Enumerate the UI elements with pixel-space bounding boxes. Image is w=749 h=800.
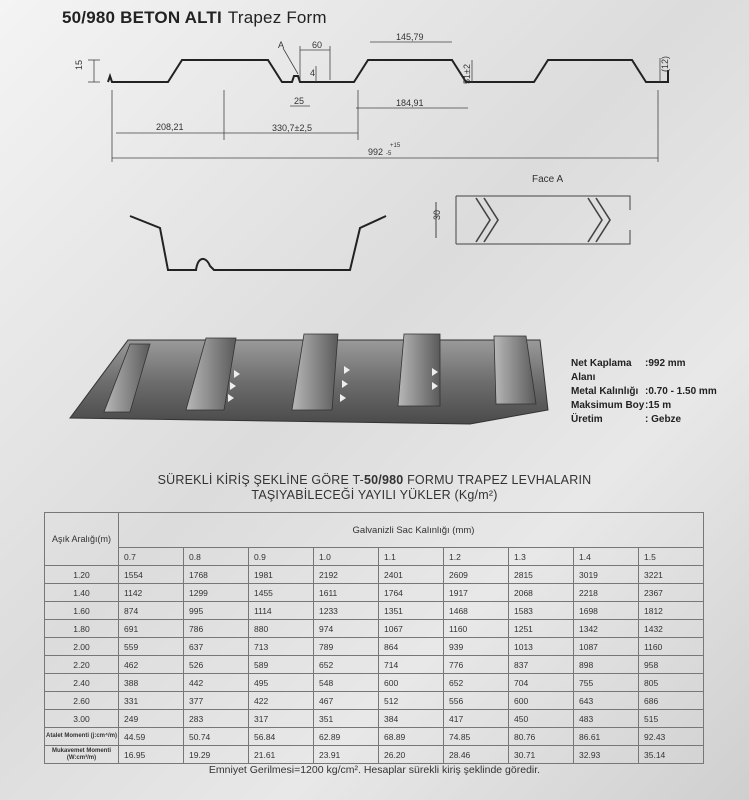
load-cell: 1299 (184, 584, 249, 602)
load-cell: 422 (249, 692, 314, 710)
table-row (45, 674, 704, 692)
dim-12: (12) (660, 55, 670, 72)
load-cell: 1114 (249, 602, 314, 620)
table-row (45, 602, 704, 620)
dim-992-tol-minus: -5 (386, 151, 392, 157)
load-cell: 898 (574, 656, 639, 674)
load-cell: 2609 (444, 566, 509, 584)
load-cell: 1468 (444, 602, 509, 620)
inertia-cell: 62.89 (314, 728, 379, 746)
load-cell: 384 (379, 710, 444, 728)
inertia-cell: 50.74 (184, 728, 249, 746)
thickness-header: 1.2 (444, 548, 509, 566)
load-cell: 512 (379, 692, 444, 710)
load-cell: 995 (184, 602, 249, 620)
load-cell: 704 (509, 674, 574, 692)
load-cell: 643 (574, 692, 639, 710)
span-cell: 2.20 (45, 656, 119, 674)
span-header: Aşık Aralığı(m) (45, 513, 119, 566)
load-cell: 600 (379, 674, 444, 692)
footer-note: Emniyet Gerilmesi=1200 kg/cm². Hesaplar sürekli kiriş şeklinde göredir. (208, 764, 541, 776)
table-row (45, 656, 704, 674)
profile-cross-section (108, 60, 668, 82)
load-cell: 755 (574, 674, 639, 692)
load-cell: 1013 (509, 638, 574, 656)
load-cell: 776 (444, 656, 509, 674)
load-cell: 974 (314, 620, 379, 638)
section-cell: 30.71 (509, 746, 574, 764)
load-cell: 377 (184, 692, 249, 710)
table-row (45, 620, 704, 638)
load-cell: 548 (314, 674, 379, 692)
load-cell: 600 (509, 692, 574, 710)
load-cell: 652 (444, 674, 509, 692)
dim-60: 60 (312, 40, 323, 50)
span-cell: 1.40 (45, 584, 119, 602)
load-cell: 515 (639, 710, 704, 728)
section-cell: 32.93 (574, 746, 639, 764)
spec-row: Maksimum Boy :15 m (571, 400, 672, 411)
inertia-cell: 92.43 (639, 728, 704, 746)
load-cell: 1160 (639, 638, 704, 656)
load-cell: 331 (119, 692, 184, 710)
thickness-header: 1.5 (639, 548, 704, 566)
thickness-header: 0.8 (184, 548, 249, 566)
load-cell: 1142 (119, 584, 184, 602)
load-cell: 450 (509, 710, 574, 728)
load-cell: 467 (314, 692, 379, 710)
dim-184-91: 184,91 (396, 98, 424, 108)
inertia-cell: 80.76 (509, 728, 574, 746)
thickness-header: 1.0 (314, 548, 379, 566)
dim-330-7: 330,7±2,5 (272, 123, 312, 133)
load-cell: 637 (184, 638, 249, 656)
section-cell: 35.14 (639, 746, 704, 764)
load-cell: 2815 (509, 566, 574, 584)
load-cell: 2068 (509, 584, 574, 602)
load-cell: 495 (249, 674, 314, 692)
thickness-group-header: Galvanizli Sac Kalınlığı (mm) (119, 513, 704, 548)
load-cell: 874 (119, 602, 184, 620)
section-cell: 21.61 (249, 746, 314, 764)
load-cell: 589 (249, 656, 314, 674)
load-cell: 2367 (639, 584, 704, 602)
dim-51: 51±2 (462, 64, 472, 84)
load-cell: 2401 (379, 566, 444, 584)
section-cell: 23.91 (314, 746, 379, 764)
load-cell: 2192 (314, 566, 379, 584)
table-row (45, 710, 704, 728)
load-cell: 462 (119, 656, 184, 674)
dim-992-tol-plus: +15 (390, 143, 401, 149)
product-type: Trapez Form (227, 8, 327, 27)
inertia-cell: 44.59 (119, 728, 184, 746)
load-cell: 249 (119, 710, 184, 728)
load-cell: 789 (314, 638, 379, 656)
load-cell: 1351 (379, 602, 444, 620)
dim-25: 25 (294, 96, 305, 106)
spec-list (571, 357, 717, 427)
inertia-cell: 86.61 (574, 728, 639, 746)
load-cell: 652 (314, 656, 379, 674)
thickness-header-row (45, 548, 704, 566)
table-title-line1: SÜREKLİ KİRİŞ ŞEKLİNE GÖRE T-50/980 FORMU TRAPEZ LEVHALARIN (157, 473, 592, 487)
thickness-header: 1.3 (509, 548, 574, 566)
load-cell: 1455 (249, 584, 314, 602)
table-row (45, 566, 704, 584)
load-cell: 2218 (574, 584, 639, 602)
span-cell: 3.00 (45, 710, 119, 728)
load-cell: 837 (509, 656, 574, 674)
section-cell: 19.29 (184, 746, 249, 764)
thickness-header: 1.4 (574, 548, 639, 566)
table-row (45, 584, 704, 602)
load-cell: 1583 (509, 602, 574, 620)
dim-a: A (278, 40, 285, 50)
load-cell: 958 (639, 656, 704, 674)
load-cell: 1554 (119, 566, 184, 584)
section-label: Mukavemet Momenti (W:cm³/m) (45, 746, 119, 764)
load-cell: 1611 (314, 584, 379, 602)
thickness-header: 0.7 (119, 548, 184, 566)
section-cell: 26.20 (379, 746, 444, 764)
table-row (45, 638, 704, 656)
spec-row: Metal Kalınlığı :0.70 - 1.50 mm (571, 386, 717, 397)
dim-208-21: 208,21 (156, 122, 184, 132)
load-cell: 483 (574, 710, 639, 728)
span-cell: 1.80 (45, 620, 119, 638)
span-cell: 2.40 (45, 674, 119, 692)
load-cell: 556 (444, 692, 509, 710)
load-cell: 1698 (574, 602, 639, 620)
load-cell: 442 (184, 674, 249, 692)
table-row-section (45, 746, 704, 764)
load-cell: 3019 (574, 566, 639, 584)
inertia-cell: 74.85 (444, 728, 509, 746)
load-cell: 388 (119, 674, 184, 692)
load-cell: 686 (639, 692, 704, 710)
load-table (44, 512, 704, 764)
table-row (45, 692, 704, 710)
table-row-inertia (45, 728, 704, 746)
inertia-label: Atalet Momenti (j:cm⁴/m) (45, 728, 119, 746)
load-cell: 1917 (444, 584, 509, 602)
inertia-cell: 56.84 (249, 728, 314, 746)
spec-row: Net Kaplama Alanı :992 mm (571, 358, 686, 383)
load-cell: 3221 (639, 566, 704, 584)
load-cell: 1160 (444, 620, 509, 638)
load-cell: 713 (249, 638, 314, 656)
inertia-cell: 68.89 (379, 728, 444, 746)
dim-992: 992 (368, 147, 384, 157)
dim-4: 4 (310, 68, 316, 78)
load-cell: 559 (119, 638, 184, 656)
thickness-header: 1.1 (379, 548, 444, 566)
table-title-line2: TAŞIYABİLECEĞİ YAYILI YÜKLER (Kg/m²) (251, 488, 498, 502)
load-cell: 1233 (314, 602, 379, 620)
load-cell: 805 (639, 674, 704, 692)
sheet-3d-illustration (70, 334, 548, 424)
load-cell: 1764 (379, 584, 444, 602)
load-cell: 1087 (574, 638, 639, 656)
load-cell: 939 (444, 638, 509, 656)
load-cell: 1067 (379, 620, 444, 638)
load-cell: 1768 (184, 566, 249, 584)
product-model: 50/980 BETON ALTI (62, 8, 222, 27)
load-cell: 526 (184, 656, 249, 674)
load-cell: 351 (314, 710, 379, 728)
span-cell: 1.20 (45, 566, 119, 584)
dim-15: 15 (74, 59, 84, 70)
load-cell: 864 (379, 638, 444, 656)
dim-145-79: 145,79 (396, 32, 424, 42)
load-cell: 691 (119, 620, 184, 638)
load-cell: 1251 (509, 620, 574, 638)
thickness-header: 0.9 (249, 548, 314, 566)
face-a-view (436, 196, 630, 244)
load-cell: 317 (249, 710, 314, 728)
rib-detail (130, 216, 386, 270)
load-cell: 1432 (639, 620, 704, 638)
span-cell: 1.60 (45, 602, 119, 620)
load-cell: 283 (184, 710, 249, 728)
span-cell: 2.60 (45, 692, 119, 710)
load-cell: 417 (444, 710, 509, 728)
section-cell: 28.46 (444, 746, 509, 764)
load-cell: 880 (249, 620, 314, 638)
span-cell: 2.00 (45, 638, 119, 656)
load-cell: 1981 (249, 566, 314, 584)
face-a-dim: 30 (432, 209, 442, 220)
load-cell: 1812 (639, 602, 704, 620)
face-a-label: Face A (532, 174, 564, 185)
section-cell: 16.95 (119, 746, 184, 764)
load-cell: 786 (184, 620, 249, 638)
spec-row: Üretim : Gebze (571, 414, 682, 425)
load-cell: 1342 (574, 620, 639, 638)
load-cell: 714 (379, 656, 444, 674)
